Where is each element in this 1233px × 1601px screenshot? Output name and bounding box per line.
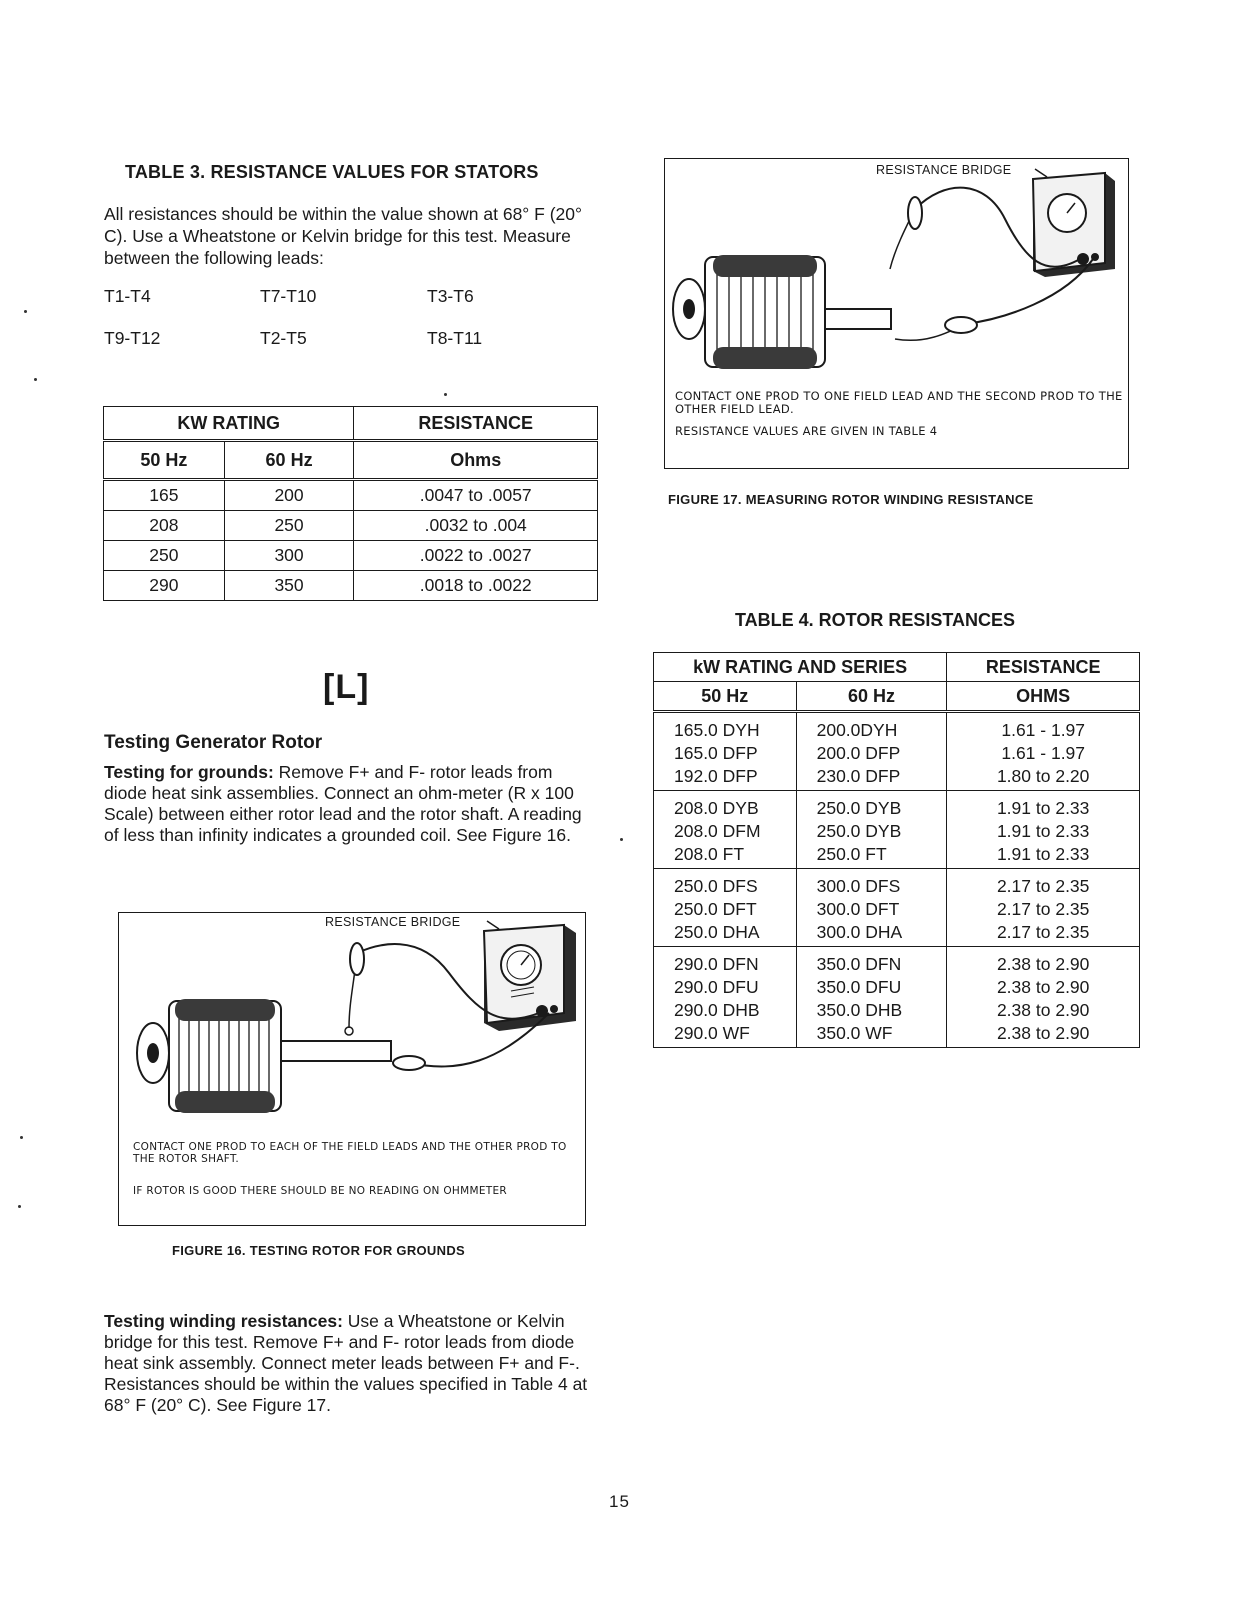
table-row <box>654 976 1140 999</box>
figure-17-box <box>664 158 1129 469</box>
fig16-bridge-label: RESISTANCE BRIDGE <box>325 915 461 929</box>
table-cell: 230.0 DFP <box>796 765 947 791</box>
table-row <box>654 712 1140 743</box>
table-cell: 2.38 to 2.90 <box>947 976 1140 999</box>
grounds-text: Remove F+ and F- rotor leads from diode heat sink assemblies. Connect an ohm-meter (R x 100 Scale) between either rotor lead and the rotor shaft. A reading of less than infinity indicates a grounded coil. See Figure 16. <box>104 762 582 845</box>
table-cell: 1.91 to 2.33 <box>947 820 1140 843</box>
figure-16-title: FIGURE 16. TESTING ROTOR FOR GROUNDS <box>172 1243 465 1258</box>
50hz-header: 50 Hz <box>654 682 797 712</box>
table-cell: 250.0 FT <box>796 843 947 869</box>
kw-rating-header: KW RATING <box>104 407 354 441</box>
table-cell: .0032 to .004 <box>354 511 598 541</box>
table-row <box>654 820 1140 843</box>
table-row <box>104 571 598 601</box>
rotor-icon <box>673 255 891 369</box>
table-cell: 208.0 DFM <box>654 820 797 843</box>
table-cell: 2.17 to 2.35 <box>947 921 1140 947</box>
table-cell: .0022 to .0027 <box>354 541 598 571</box>
table-cell: 1.80 to 2.20 <box>947 765 1140 791</box>
table-row <box>654 869 1140 899</box>
60hz-header: 60 Hz <box>224 441 354 480</box>
table-cell: 290.0 DFU <box>654 976 797 999</box>
50hz-header: 50 Hz <box>104 441 225 480</box>
table-row <box>104 541 598 571</box>
table-cell: 300.0 DHA <box>796 921 947 947</box>
table-cell: 300 <box>224 541 354 571</box>
table-row <box>654 791 1140 821</box>
table-cell: 208.0 DYB <box>654 791 797 821</box>
table-cell: 200 <box>224 480 354 511</box>
scan-speck <box>444 393 447 396</box>
table-cell: 1.91 to 2.33 <box>947 791 1140 821</box>
table-cell: 300.0 DFS <box>796 869 947 899</box>
table-cell: .0018 to .0022 <box>354 571 598 601</box>
kw-rating-series-header: kW RATING AND SERIES <box>654 653 947 682</box>
table-row <box>104 511 598 541</box>
table3-intro: All resistances should be within the value shown at 68° F (20° C). Use a Wheatstone or Kelvin bridge for this test. Measure between the following leads: <box>104 204 583 268</box>
resistance-header: RESISTANCE <box>354 407 598 441</box>
scan-speck <box>34 378 37 381</box>
table-row <box>654 947 1140 977</box>
lead-pair: T7-T10 <box>260 286 317 306</box>
table-cell: 290 <box>104 571 225 601</box>
winding-paragraph <box>104 1311 594 1416</box>
table-cell: 250.0 DHA <box>654 921 797 947</box>
table-cell: 1.61 - 1.97 <box>947 712 1140 743</box>
section-label: [L] <box>323 668 370 706</box>
lead-pair: T9-T12 <box>104 328 161 348</box>
table-cell: 165 <box>104 480 225 511</box>
ohms-header: OHMS <box>947 682 1140 712</box>
table4-title: TABLE 4. ROTOR RESISTANCES <box>735 610 1016 630</box>
table-row <box>654 999 1140 1022</box>
table-row <box>654 1022 1140 1048</box>
table-cell: 250.0 DYB <box>796 791 947 821</box>
table-row <box>654 921 1140 947</box>
rotor-resistance-table <box>653 652 1140 1048</box>
table-cell: 350.0 WF <box>796 1022 947 1048</box>
table-cell: 1.91 to 2.33 <box>947 843 1140 869</box>
scan-speck <box>24 310 27 313</box>
table-cell: 208 <box>104 511 225 541</box>
scan-speck <box>620 838 623 841</box>
winding-text: Use a Wheatstone or Kelvin bridge for this test. Remove F+ and F- rotor leads from diode heat sink assembly. Connect meter leads between F+ and F-. Resistances should be within the values specified in Table 4 at 68° F (20° C). See Figure 17. <box>104 1311 588 1415</box>
rotor-ground-test-illustration <box>119 913 584 1143</box>
winding-lead: Testing winding resistances: <box>104 1311 343 1331</box>
lead-pair: T3-T6 <box>427 286 474 306</box>
figure-17-title: FIGURE 17. MEASURING ROTOR WINDING RESISTANCE <box>668 492 1034 507</box>
lead-pair: T2-T5 <box>260 328 307 348</box>
table-cell: 290.0 DFN <box>654 947 797 977</box>
table-cell: 350 <box>224 571 354 601</box>
fig17-caption-1: CONTACT ONE PROD TO ONE FIELD LEAD AND THE SECOND PROD TO THE OTHER FIELD LEAD. <box>675 389 1123 416</box>
table-cell: 200.0DYH <box>796 712 947 743</box>
table-cell: 2.38 to 2.90 <box>947 947 1140 977</box>
table-row <box>654 843 1140 869</box>
table-cell: 300.0 DFT <box>796 898 947 921</box>
60hz-header: 60 Hz <box>796 682 947 712</box>
lead-pair: T1-T4 <box>104 286 151 306</box>
table-cell: 290.0 WF <box>654 1022 797 1048</box>
table-row <box>654 765 1140 791</box>
grounds-lead: Testing for grounds: <box>104 762 274 782</box>
fig17-caption-2: RESISTANCE VALUES ARE GIVEN IN TABLE 4 <box>675 424 938 438</box>
table-cell: 1.61 - 1.97 <box>947 742 1140 765</box>
fig16-caption-1: CONTACT ONE PROD TO EACH OF THE FIELD LEADS AND THE OTHER PROD TO THE ROTOR SHAFT. <box>133 1141 567 1165</box>
table3-title: TABLE 3. RESISTANCE VALUES FOR STATORS <box>125 162 539 182</box>
table-cell: 250.0 DYB <box>796 820 947 843</box>
fig17-bridge-label: RESISTANCE BRIDGE <box>876 163 1012 177</box>
table-cell: 165.0 DYH <box>654 712 797 743</box>
rotor-icon <box>137 999 391 1113</box>
table-cell: 250 <box>224 511 354 541</box>
lead-pair: T8-T11 <box>427 328 483 348</box>
table-cell: 208.0 FT <box>654 843 797 869</box>
table-cell: 2.17 to 2.35 <box>947 869 1140 899</box>
grounds-paragraph <box>104 762 594 846</box>
table-cell: 250.0 DFS <box>654 869 797 899</box>
rotor-section-heading: Testing Generator Rotor <box>104 732 323 753</box>
table-cell: 2.17 to 2.35 <box>947 898 1140 921</box>
resistance-header: RESISTANCE <box>947 653 1140 682</box>
table-cell: 200.0 DFP <box>796 742 947 765</box>
table-row <box>654 898 1140 921</box>
fig16-caption-2: IF ROTOR IS GOOD THERE SHOULD BE NO READING ON OHMMETER <box>133 1185 507 1197</box>
ohms-header: Ohms <box>354 441 598 480</box>
table-cell: 350.0 DFU <box>796 976 947 999</box>
table-cell: 250.0 DFT <box>654 898 797 921</box>
table-cell: .0047 to .0057 <box>354 480 598 511</box>
page-number: 15 <box>609 1492 630 1511</box>
table-cell: 2.38 to 2.90 <box>947 999 1140 1022</box>
table-cell: 192.0 DFP <box>654 765 797 791</box>
table-row <box>654 742 1140 765</box>
table-cell: 350.0 DFN <box>796 947 947 977</box>
table-cell: 290.0 DHB <box>654 999 797 1022</box>
scan-speck <box>18 1205 21 1208</box>
table-cell: 350.0 DHB <box>796 999 947 1022</box>
scan-speck <box>20 1136 23 1139</box>
table-row <box>104 480 598 511</box>
figure-16-box <box>118 912 586 1226</box>
stator-resistance-table <box>103 406 598 601</box>
rotor-winding-test-illustration <box>665 159 1127 387</box>
table-cell: 250 <box>104 541 225 571</box>
table-cell: 165.0 DFP <box>654 742 797 765</box>
table-cell: 2.38 to 2.90 <box>947 1022 1140 1048</box>
